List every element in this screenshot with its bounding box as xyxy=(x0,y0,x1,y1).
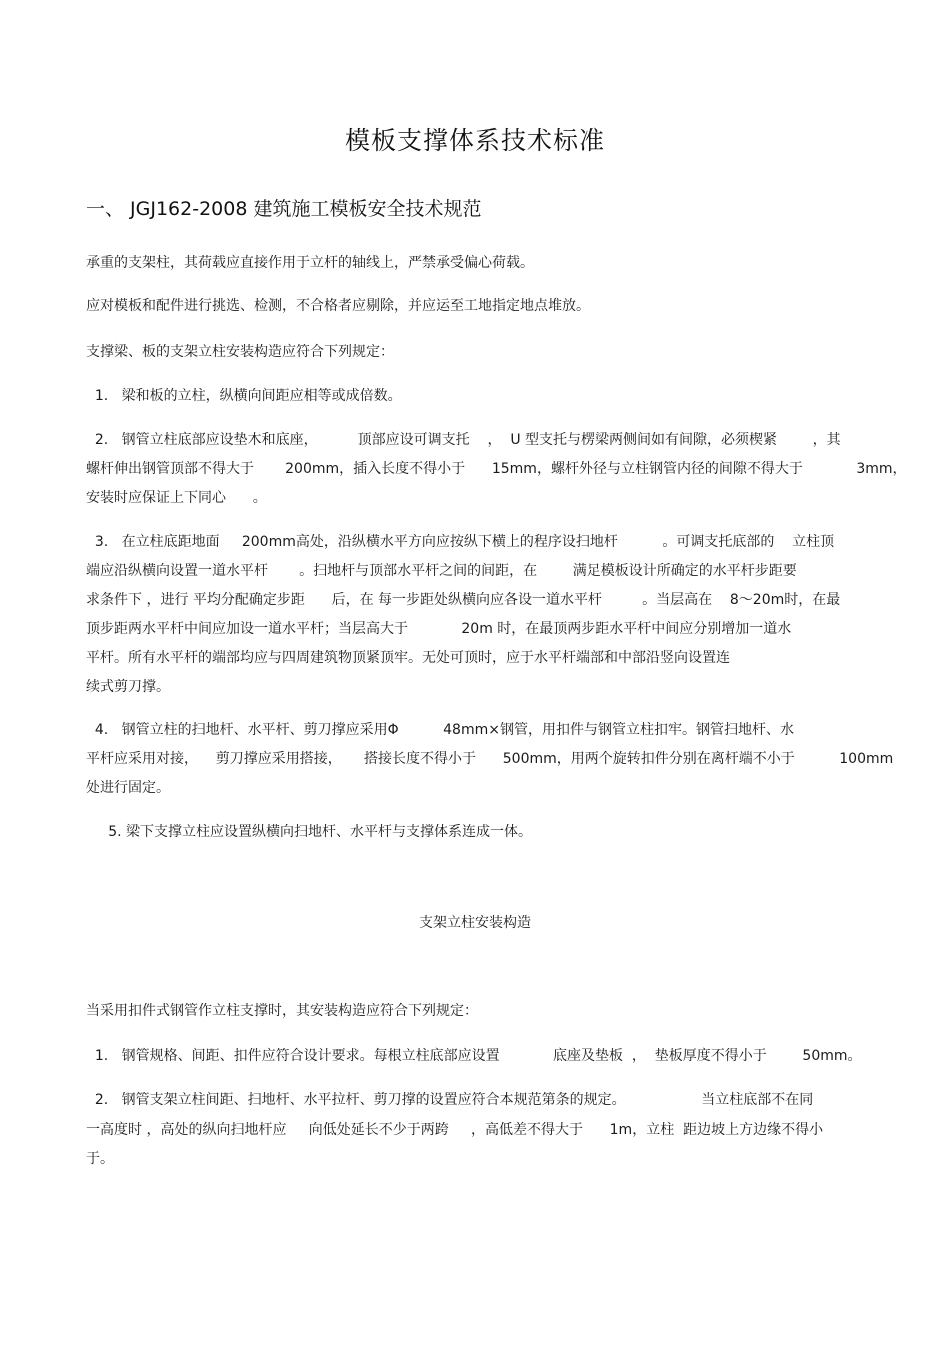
paragraph-fastener-rules: 当采用扣件式钢管作立柱支撑时，其安装构造应符合下列规定： xyxy=(86,1003,478,1019)
list-item-line: 续式剪刀撑。 xyxy=(86,679,170,695)
list-item-line: 于。 xyxy=(86,1151,114,1167)
list-item-line: 2. 钢管立柱底部应设垫木和底座， 顶部应设可调支托 ， U 型支托与楞梁两侧间如有间隙，必须楔紧 ，其 xyxy=(86,432,841,448)
list-item-line: 顶步距两水平杆中间应加设一道水平杆；当层高大于 20m 时，在最顶两步距水平杆中间应分别增加一道水 xyxy=(86,621,792,637)
list-item-line: 端应沿纵横向设置一道水平杆 。扫地杆与顶部水平杆之间的间距，在 满足模板设计所确定的水平杆步距要 xyxy=(86,563,797,579)
list-item-line: 4. 钢管立柱的扫地杆、水平杆、剪刀撑应采用Φ 48mm×钢管，用扣件与钢管立柱扣牢。钢管扫地杆、水 xyxy=(86,722,794,738)
paragraph-load: 承重的支架柱，其荷载应直接作用于立杆的轴线上，严禁承受偏心荷载。 xyxy=(86,255,534,271)
list-item-line: 2. 钢管支架立柱间距、扫地杆、水平拉杆、剪刀撑的设置应符合本规范第条的规定。 当立柱底部不在同 xyxy=(86,1092,814,1108)
list-item-line: 平杆。所有水平杆的端部均应与四周建筑物顶紧顶牢。无处可顶时，应于水平杆端部和中部沿竖向设置连 xyxy=(86,650,730,666)
list-item-line: 求条件下 ，进行 平均分配确定步距 后，在 每一步距处纵横向应各设一道水平杆 。当层高在 8～20m时，在最 xyxy=(86,592,841,608)
paragraph-inspection: 应对模板和配件进行挑选、检测，不合格者应剔除，并应运至工地指定地点堆放。 xyxy=(86,298,590,314)
list-item-line: 3. 在立柱底距地面 200mm高处，沿纵横水平方向应按纵下横上的程序设扫地杆 。可调支托底部的 立柱顶 xyxy=(86,534,835,550)
list-item-line: 平杆应采用对接， 剪刀撑应采用搭接， 搭接长度不得小于 500mm，用两个旋转扣件分别在离杆端不小于 100mm xyxy=(86,751,894,767)
list-item: 1. 梁和板的立柱，纵横向间距应相等或成倍数。 xyxy=(86,388,402,404)
document-title: 模板支撑体系技术标准 xyxy=(344,126,605,155)
figure-caption: 支架立柱安装构造 xyxy=(419,915,531,931)
list-item-line: 螺杆伸出钢管顶部不得大于 200mm，插入长度不得小于 15mm，螺杆外径与立柱钢管内径的间隙不得大于 3mm， xyxy=(86,461,907,477)
list-item: 1. 钢管规格、间距、扣件应符合设计要求。每根立柱底部应设置 底座及垫板 ， 垫板厚度不得小于 50mm。 xyxy=(86,1048,862,1064)
list-item-line: 一高度时 ，高处的纵向扫地杆应 向低处延长不少于两跨 ，高低差不得大于 1m，立柱 距边坡上方边缘不得小 xyxy=(86,1122,824,1138)
section-heading: 一、 JGJ162-2008 建筑施工模板安全技术规范 xyxy=(86,198,482,220)
list-item: 5. 梁下支撑立柱应设置纵横向扫地杆、水平杆与支撑体系连成一体。 xyxy=(86,824,533,840)
list-item-line: 安装时应保证上下同心 。 xyxy=(86,490,267,506)
paragraph-support-rules: 支撑梁、板的支架立柱安装构造应符合下列规定： xyxy=(86,344,394,360)
list-item-line: 处进行固定。 xyxy=(86,780,170,796)
